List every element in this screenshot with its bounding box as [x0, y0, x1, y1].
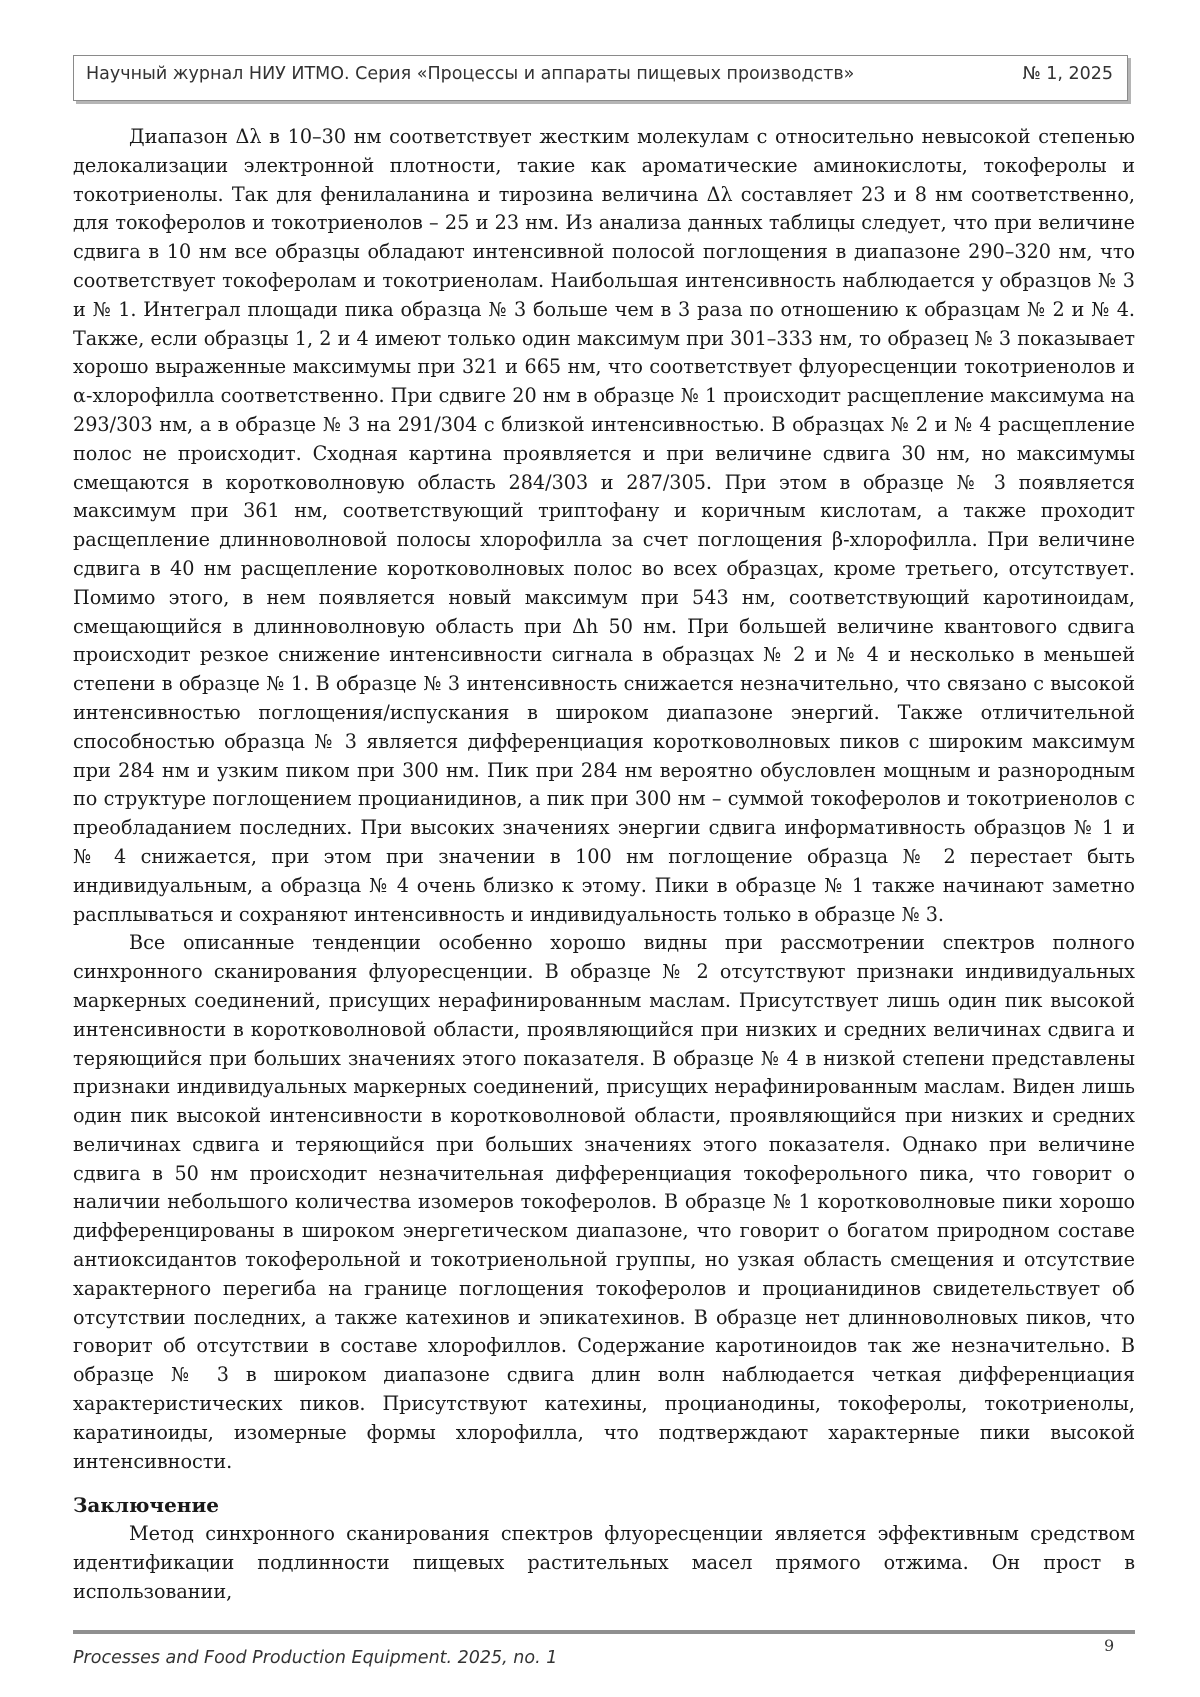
footer-divider: [73, 1630, 1135, 1634]
running-header: [73, 55, 1128, 101]
journal-title: Научный журнал НИУ ИТМО. Серия «Процессы и аппараты пищевых производств»: [86, 64, 855, 84]
footer-journal-title: Processes and Food Production Equipment. 2025, no. 1: [73, 1648, 558, 1668]
issue-number: № 1, 2025: [1022, 64, 1113, 84]
page-number: 9: [1104, 1636, 1115, 1655]
paragraph-conclusion: Метод синхронного сканирования спектров флуоресценции является эффективным средством идентификации подлинности пищевых растительных масел прямого отжима. Он прост в использовании,: [73, 1522, 1135, 1604]
paragraph-spectra-analysis: Диапазон Δλ в 10–30 нм соответствует жестким молекулам с относительно невысокой степенью делокализации электронной плотности, такие как ароматические аминокислоты, токоферолы и токотриенолы. Так для фенилаланина и тирозина величина Δλ составляет 23 и 8 нм соответственно, для токоферолов и токотриенолов – 25 и 23 нм. Из анализа данных таблицы следует, что при величине сдвига в 10 нм все образцы обладают интенсивной полосой поглощения в диапазоне 290–320 нм, что соответствует токоферолам и токотриенолам. Наибольшая интенсивность наблюдается у образцов № 3 и № 1. Интеграл площади пика образца № 3 больше чем в 3 раза по отношению к образцам № 2 и № 4. Также, если образцы 1, 2 и 4 имеют только один максимум при 301–333 нм, то образец № 3 показывает хорошо выраженные максимумы при 321 и 665 нм, что соответствует флуоресценции токотриенолов и α-хлорофилла соответственно. При сдвиге 20 нм в образце № 1 происходит расщепление максимума на 293/303 нм, а в образце № 3 на 291/304 с близкой интенсивностью. В образцах № 2 и № 4 расщепление полос не происходит. Сходная картина проявляется и при величине сдвига 30 нм, но максимумы смещаются в коротковолновую область 284/303 и 287/305. При этом в образце № 3 появляется максимум при 361 нм, соответствующий триптофану и коричным кислотам, а также проходит расщепление длинноволновой полосы хлорофилла за счет поглощения β-хлорофилла. При величине сдвига в 40 нм расщепление коротковолновых полос во всех образцах, кроме третьего, отсутствует. Помимо этого, в нем появляется новый максимум при 543 нм, соответствующий каротиноидам, смещающийся в длинноволновую область при Δh 50 нм. При большей величине квантового сдвига происходит резкое снижение интенсивности сигнала в образцах № 2 и № 4 и несколько в меньшей степени в образце № 1. В образце № 3 интенсивность снижается незначительно, что связано с высокой интенсивностью поглощения/испускания в широком диапазоне энергий. Также отличительной способностью образца № 3 является дифференциация коротковолновых пиков с широким максимум при 284 нм и узким пиком при 300 нм. Пик при 284 нм вероятно обусловлен мощным и разнородным по структуре поглощением процианидинов, а пик при 300 нм – суммой токоферолов и токотриенолов с преобладанием последних. При высоких значениях энергии сдвига информативность образцов № 1 и № 4 снижается, при этом при значении в 100 нм поглощение образца № 2 перестает быть индивидуальным, а образца № 4 очень близко к этому. Пики в образце № 1 также начинают заметно расплываться и сохраняют интенсивность и индивидуальность только в образце № 3.: [73, 125, 1135, 926]
article-body: [73, 123, 1135, 1607]
paragraph-synchronous-scanning: Все описанные тенденции особенно хорошо видны при рассмотрении спектров полного синхронного сканирования флуоресценции. В образце № 2 отсутствуют признаки индивидуальных маркерных соединений, присущих нерафинированным маслам. Присутствует лишь один пик высокой интенсивности в коротковолновой области, проявляющийся при низких и средних величинах сдвига и теряющийся при больших значениях этого показателя. В образце № 4 в низкой степени представлены признаки индивидуальных маркерных соединений, присущих нерафинированным маслам. Виден лишь один пик высокой интенсивности в коротковолновой области, проявляющийся при низких и средних величинах сдвига и теряющийся при больших значениях этого показателя. Однако при величине сдвига в 50 нм происходит незначительная дифференциация токоферольного пика, что говорит о наличии небольшого количества изомеров токоферолов. В образце № 1 коротковолновые пики хорошо дифференцированы в широком энергетическом диапазоне, что говорит о богатом природном составе антиоксидантов токоферольной и токотриенольной группы, но узкая область смещения и отсутствие характерного перегиба на границе поглощения токоферолов и процианидинов свидетельствует об отсутствии последних, а также катехинов и эпикатехинов. В образце нет длинноволновых пиков, что говорит об отсутствии в составе хлорофиллов. Содержание каротиноидов так же незначительно. В образце № 3 в широком диапазоне сдвига длин волн наблюдается четкая дифференциация характеристических пиков. Присутствуют катехины, процианодины, токоферолы, токотриенолы, каратиноиды, изомерные формы хлорофилла, что подтверждают характерные пики высокой интенсивности.: [73, 931, 1135, 1473]
conclusion-heading: Заключение: [73, 1493, 219, 1518]
